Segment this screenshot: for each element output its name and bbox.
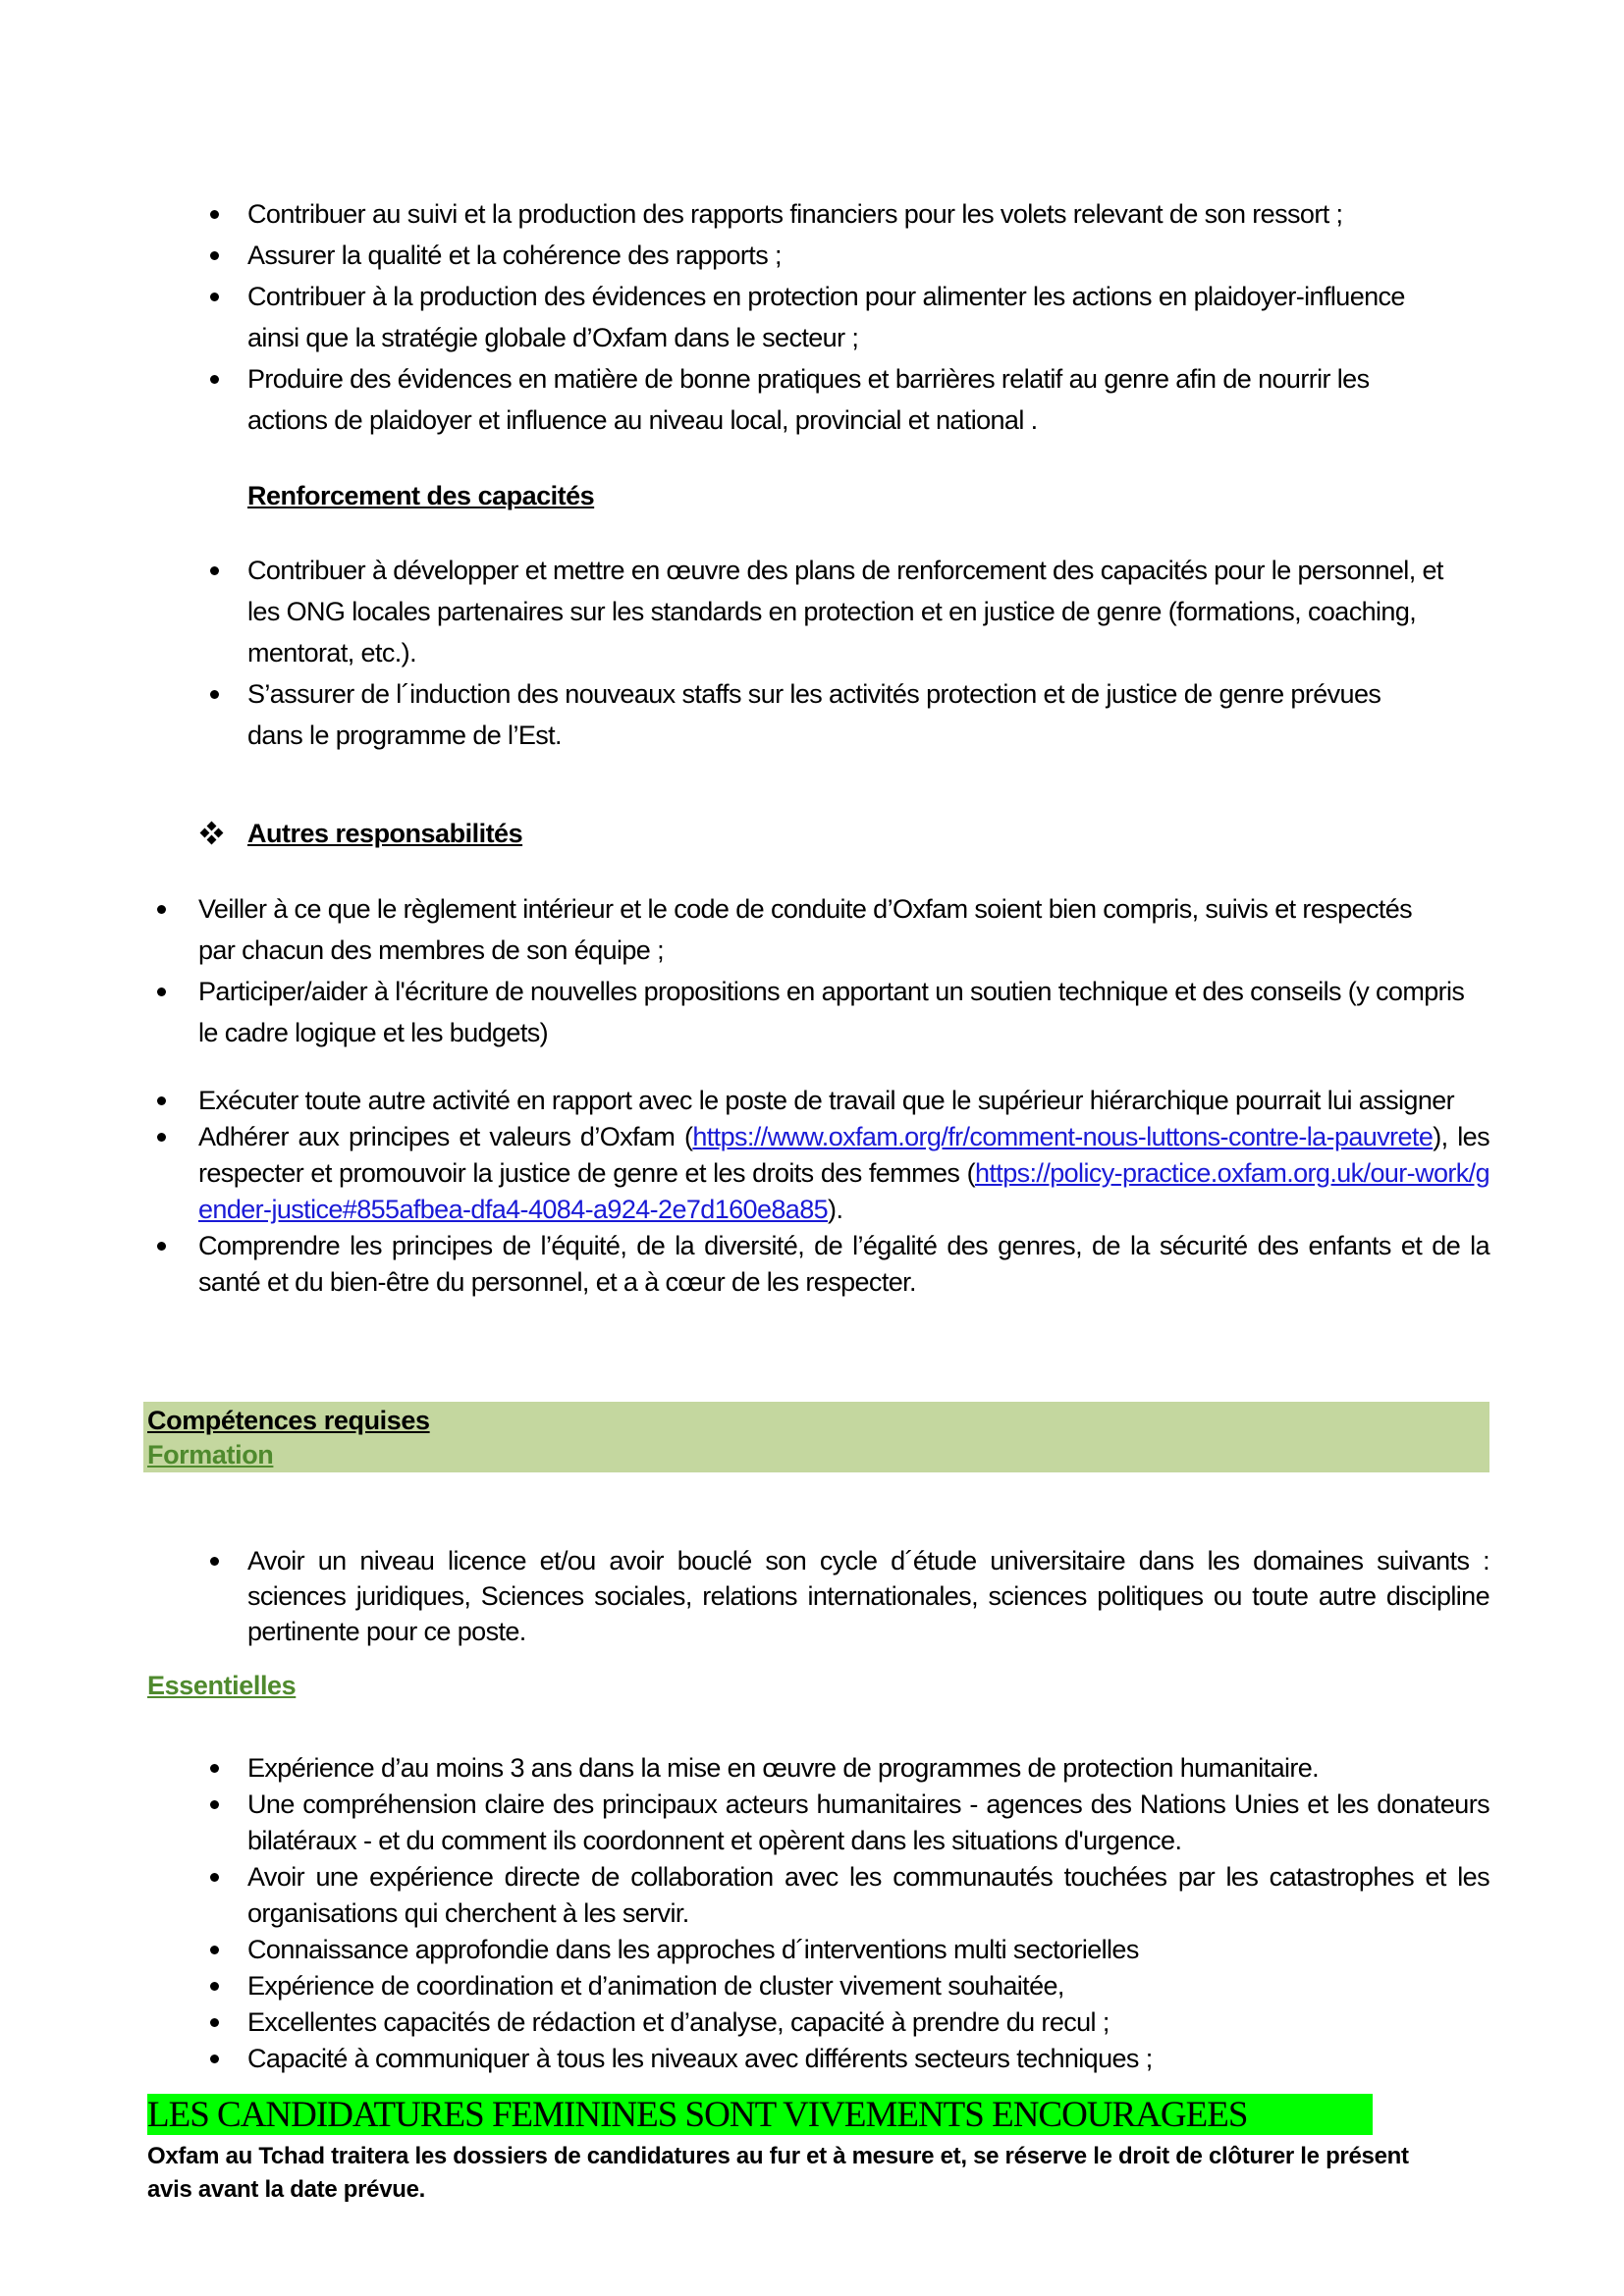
list-item: Expérience d’au moins 3 ans dans la mise en œuvre de programmes de protection humanitaire.	[247, 1750, 1489, 1787]
bullet-icon	[210, 566, 219, 575]
bullet-icon	[210, 375, 219, 384]
list-item: Exécuter toute autre activité en rapport avec le poste de travail que le supérieur hiérarchique pourrait lui assigner	[198, 1083, 1489, 1119]
bullet-icon	[157, 1133, 166, 1142]
bullet-icon	[157, 905, 166, 914]
bullet-icon	[210, 1764, 219, 1773]
list-item: Veiller à ce que le règlement intérieur et le code de conduite d’Oxfam soient bien compris, suivis et respectés par chacun des membres de son équipe ;	[198, 888, 1435, 971]
bullet-icon	[210, 1800, 219, 1809]
essential-list	[247, 1750, 1489, 2077]
list-item: Contribuer à développer et mettre en œuvre des plans de renforcement des capacités pour le personnel, et les ONG locales partenaires sur les standards en protection et en justice de genre (formations, coaching, mentorat, etc.).	[247, 550, 1450, 673]
footer-note: Oxfam au Tchad traitera les dossiers de candidatures au fur et à mesure et, se réserve le droit de clôturer le présent avis avant la date prévue.	[147, 2143, 1409, 2203]
bullet-icon	[210, 210, 219, 219]
other-list	[198, 888, 1465, 1053]
bullet-icon	[210, 1946, 219, 1954]
list-item: Contribuer à la production des évidences en protection pour alimenter les actions en plaidoyer-influence ainsi que la stratégie globale d’Oxfam dans le secteur ;	[247, 276, 1440, 358]
bullet-icon	[210, 1982, 219, 1991]
list-item: Contribuer au suivi et la production des rapports financiers pour les volets relevant de son ressort ;	[247, 193, 1489, 235]
list-item: Connaissance approfondie dans les approches d´interventions multi sectorielles	[247, 1932, 1489, 1968]
bullet-icon	[157, 1242, 166, 1251]
list-item: Participer/aider à l'écriture de nouvelles propositions en apportant un soutien technique et des conseils (y compris le cadre logique et les budgets)	[198, 971, 1485, 1053]
bullet-icon	[210, 251, 219, 260]
list-item: Expérience de coordination et d’animation de cluster vivement souhaitée,	[247, 1968, 1489, 2004]
bullet-icon	[210, 2018, 219, 2027]
formation-heading: Formation	[147, 1440, 274, 1469]
four-diamond-icon	[201, 823, 223, 844]
formation-list	[247, 1543, 1489, 1649]
capacity-list	[247, 550, 1450, 756]
bullet-icon	[210, 690, 219, 699]
list-item: Produire des évidences en matière de bonne pratiques et barrières relatif au genre afin de nourrir les actions de plaidoyer et influence au niveau local, provincial et national .	[247, 358, 1455, 441]
women-encouraged-banner: LES CANDIDATURES FEMININES SONT VIVEMENTS ENCOURAGEES	[147, 2094, 1373, 2135]
list-item: Comprendre les principes de l’équité, de la diversité, de l’égalité des genres, de la sécurité des enfants et de la santé et du bien-être du personnel, et a à cœur de les respecter.	[198, 1228, 1489, 1301]
other-list-continued	[198, 1083, 1489, 1301]
bullet-icon	[210, 2055, 219, 2063]
capacity-heading: Renforcement des capacités	[247, 481, 595, 510]
list-item: Avoir un niveau licence et/ou avoir bouclé son cycle d´étude universitaire dans les domaines suivants : sciences juridiques, Sciences sociales, relations internationales, sciences politiques ou toute autre discipline pertinente pour ce poste.	[247, 1543, 1489, 1649]
other-heading: Autres responsabilités	[247, 819, 523, 848]
competences-heading: Compétences requises	[147, 1406, 430, 1435]
bullet-icon	[157, 988, 166, 996]
reporting-list	[247, 193, 1489, 441]
essential-heading: Essentielles	[147, 1671, 297, 1700]
list-item-values: Adhérer aux principes et valeurs d’Oxfam (https://www.oxfam.org/fr/comment-nous-luttons-contre-la-pauvrete), les respecter et promouvoir la justice de genre et les droits des femmes (https://policy-practice.oxfam.org.uk/our-work/gender-justice#855afbea-dfa4-4084-a924-2e7d160e8a85).	[198, 1119, 1489, 1228]
list-item: Excellentes capacités de rédaction et d’analyse, capacité à prendre du recul ;	[247, 2004, 1489, 2041]
bullet-icon	[157, 1096, 166, 1105]
list-item: S’assurer de l´induction des nouveaux staffs sur les activités protection et de justice de genre prévues dans le programme de l’Est.	[247, 673, 1426, 756]
bullet-icon	[210, 1873, 219, 1882]
gender-justice-link[interactable]: https://policy-practice.oxfam.org.uk/our-work/gender-justice#855afbea-dfa4-4084-a924-2e7d160e8a85	[198, 1158, 1489, 1224]
list-item: Capacité à communiquer à tous les niveaux avec différents secteurs techniques ;	[247, 2041, 1489, 2077]
oxfam-principles-link[interactable]: https://www.oxfam.org/fr/comment-nous-luttons-contre-la-pauvrete	[692, 1122, 1434, 1151]
list-item: Avoir une expérience directe de collaboration avec les communautés touchées par les catastrophes et les organisations qui cherchent à les servir.	[247, 1859, 1489, 1932]
bullet-icon	[210, 293, 219, 301]
bullet-icon	[210, 1557, 219, 1566]
list-item: Une compréhension claire des principaux acteurs humanitaires - agences des Nations Unies et les donateurs bilatéraux - et du comment ils coordonnent et opèrent dans les situations d'urgence.	[247, 1787, 1489, 1859]
list-item: Assurer la qualité et la cohérence des rapports ;	[247, 235, 1489, 276]
